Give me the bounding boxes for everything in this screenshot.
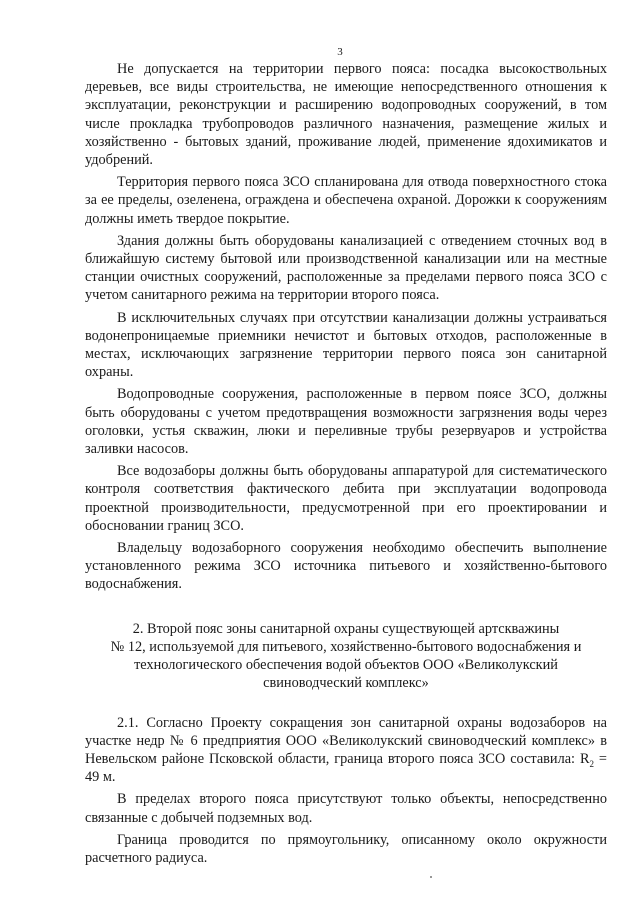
paragraph: Водопроводные сооружения, расположенные в первом поясе ЗСО, должны быть оборудованы с учетом предотвращения возможности загрязнения воды через оголовки, устья скважин, люки и переливные трубы резервуаров и устройства заливки насосов. [85, 386, 607, 458]
paragraph: Все водозаборы должны быть оборудованы аппаратурой для систематического контроля соответствия фактического дебита при эксплуатации водопровода проектной производительности, предусмотренной при его проектировании и обосновании границ ЗСО. [85, 463, 607, 534]
paragraph: В пределах второго пояса присутствуют только объекты, непосредственно связанные с добычей подземных вод. [85, 791, 607, 826]
heading-line: технологического обеспечения водой объектов ООО «Великолукский [134, 657, 558, 674]
paragraph: Не допускается на территории первого пояса: посадка высокоствольных деревьев, все виды строительства, не имеющие непосредственного отношения к эксплуатации, реконструкции и расширению водопроводных сооружений, в том числе прокладка трубопроводов различного назначения, размещение жилых и хозяйственно - бытовых зданий, проживание людей, применение ядохимикатов и удобрений. [85, 61, 607, 169]
paragraph: В исключительных случаях при отсутствии канализации должны устраиваться водонепроницаемые приемники нечистот и бытовых отходов, расположенные в местах, исключающих загрязнение территории первого пояса зон санитарной охраны. [85, 309, 607, 381]
paragraph-text: 2.1. Согласно Проекту сокращения зон санитарной охраны водозаборов на участке недр № 6 предприятия ООО «Великолукский свиноводческий комплекс» в Невельском районе Псковской области, граница второго пояса ЗСО составила: R [85, 714, 607, 767]
scan-speck [430, 876, 432, 878]
page-number: 3 [337, 46, 343, 58]
paragraph: Владельцу водозаборного сооружения необходимо обеспечить выполнение установленного режима ЗСО источника питьевого и хозяйственно-бытового водоснабжения. [85, 540, 607, 593]
heading-line: № 12, используемой для питьевого, хозяйственно-бытового водоснабжения и [110, 638, 582, 655]
radius-subscript: 2 [589, 758, 594, 769]
heading-line: 2. Второй пояс зоны санитарной охраны существующей артскважины [132, 620, 560, 637]
heading-line: свиноводческий комплекс» [263, 675, 429, 692]
paragraph: Граница проводится по прямоугольнику, описанному около окружности расчетного радиуса. [85, 831, 607, 866]
paragraph [85, 714, 607, 787]
paragraph: Здания должны быть оборудованы канализацией с отведением сточных вод в ближайшую систему бытовой или производственной канализации или на местные станции очистных сооружений, расположенные за пределами первого пояса ЗСО с учетом санитарного режима на территории второго пояса. [85, 232, 607, 304]
section-heading [85, 620, 607, 693]
paragraph: Территория первого пояса ЗСО спланирована для отвода поверхностного стока за ее пределы, озеленена, ограждена и обеспечена охраной. Дорожки к сооружениям должны иметь твердое покрытие. [85, 174, 607, 227]
paragraph-tail: = 49 м. [85, 750, 607, 786]
document-body [85, 60, 607, 871]
